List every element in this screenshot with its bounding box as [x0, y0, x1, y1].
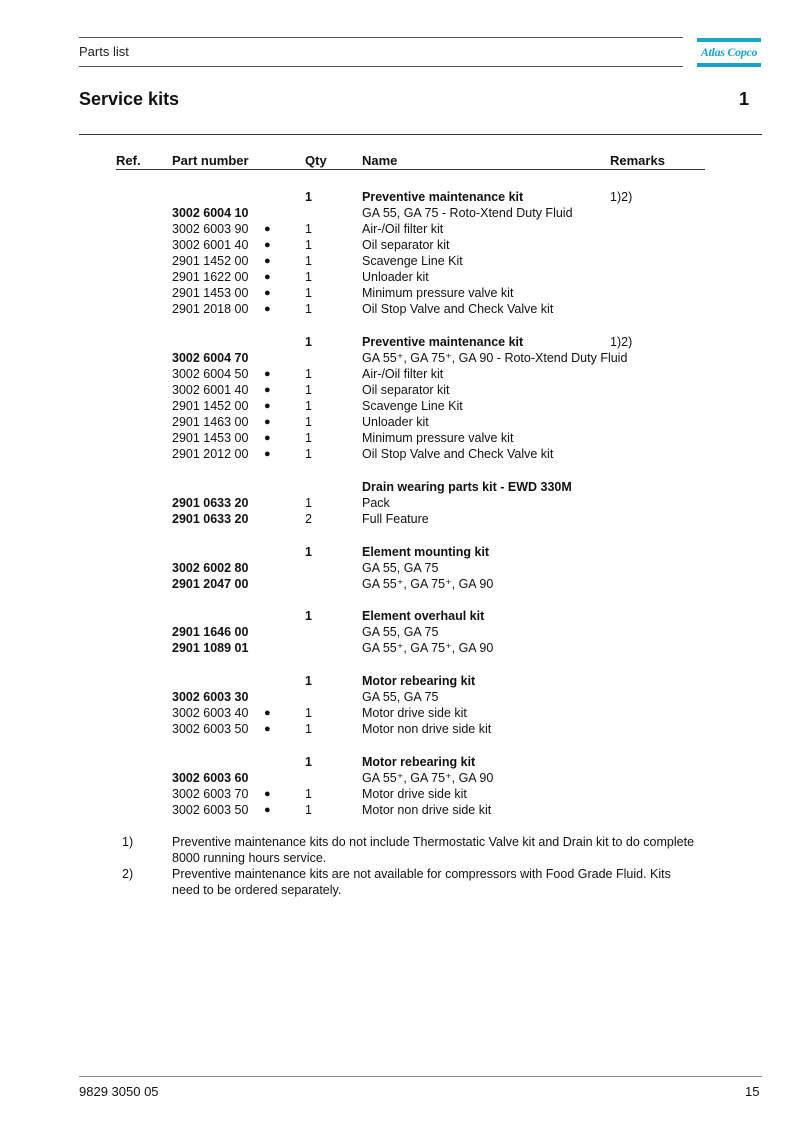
kit-content-bullet: ● [264, 723, 271, 735]
name-cell: Full Feature [362, 512, 429, 526]
kit-content-bullet: ● [264, 368, 271, 380]
kit-content-bullet: ● [264, 788, 271, 800]
table-row [0, 479, 800, 495]
name-cell: Motor non drive side kit [362, 803, 492, 817]
column-header-rule [116, 169, 705, 170]
header-bottom-rule [79, 66, 683, 67]
footnote-number: 2) [122, 867, 134, 881]
name-cell: Air-/Oil filter kit [362, 222, 444, 236]
quantity-cell: 1 [305, 367, 312, 381]
name-cell: Motor non drive side kit [362, 722, 492, 736]
remarks-cell: 1)2) [610, 335, 633, 349]
header-section-label: Parts list [79, 44, 129, 59]
kit-content-bullet: ● [264, 271, 271, 283]
part-number-cell: 3002 6003 70 [172, 787, 249, 801]
table-row [0, 705, 800, 721]
table-row [0, 414, 800, 430]
quantity-cell: 1 [305, 431, 312, 445]
part-number-cell: 3002 6002 80 [172, 561, 249, 575]
part-number-cell: 3002 6004 10 [172, 206, 249, 220]
kit-content-bullet: ● [264, 448, 271, 460]
title-rule [79, 134, 762, 135]
kit-content-bullet: ● [264, 239, 271, 251]
part-number-cell: 3002 6003 50 [172, 803, 249, 817]
table-row [0, 786, 800, 802]
name-cell: GA 55⁺, GA 75⁺, GA 90 [362, 641, 494, 655]
table-row [0, 382, 800, 398]
name-cell: Preventive maintenance kit [362, 335, 524, 349]
table-row [0, 334, 800, 350]
name-cell: Motor drive side kit [362, 706, 467, 720]
page-number: 15 [745, 1084, 760, 1099]
table-row [0, 366, 800, 382]
quantity-cell: 1 [305, 755, 312, 769]
kit-content-bullet: ● [264, 255, 271, 267]
quantity-cell: 1 [305, 399, 312, 413]
part-number-cell: 2901 1453 00 [172, 431, 249, 445]
table-row [0, 544, 800, 560]
name-cell: Scavenge Line Kit [362, 399, 463, 413]
quantity-cell: 1 [305, 496, 312, 510]
name-cell: GA 55, GA 75 [362, 690, 439, 704]
name-cell: Minimum pressure valve kit [362, 286, 514, 300]
quantity-cell: 1 [305, 238, 312, 252]
table-row [0, 640, 800, 656]
table-row [0, 430, 800, 446]
document-number: 9829 3050 05 [79, 1084, 159, 1099]
quantity-cell: 1 [305, 447, 312, 461]
table-row [0, 398, 800, 414]
part-number-cell: 3002 6003 90 [172, 222, 249, 236]
table-row [0, 269, 800, 285]
name-cell: Unloader kit [362, 415, 429, 429]
part-number-cell: 2901 1646 00 [172, 625, 249, 639]
part-number-cell: 3002 6003 40 [172, 706, 249, 720]
part-number-cell: 2901 1463 00 [172, 415, 249, 429]
part-number-cell: 3002 6001 40 [172, 238, 249, 252]
column-header-name: Name [362, 153, 398, 168]
name-cell: GA 55, GA 75 [362, 561, 439, 575]
kit-content-bullet: ● [264, 223, 271, 235]
kit-content-bullet: ● [264, 416, 271, 428]
part-number-cell: 3002 6003 60 [172, 771, 249, 785]
name-cell: GA 55⁺, GA 75⁺, GA 90 - Roto-Xtend Duty Fluid [362, 351, 628, 365]
kit-content-bullet: ● [264, 804, 271, 816]
part-number-cell: 3002 6003 30 [172, 690, 249, 704]
table-row [0, 560, 800, 576]
quantity-cell: 1 [305, 706, 312, 720]
table-row [0, 446, 800, 462]
part-number-cell: 3002 6003 50 [172, 722, 249, 736]
quantity-cell: 1 [305, 335, 312, 349]
quantity-cell: 1 [305, 787, 312, 801]
quantity-cell: 1 [305, 270, 312, 284]
part-number-cell: 3002 6004 50 [172, 367, 249, 381]
name-cell: Oil Stop Valve and Check Valve kit [362, 447, 554, 461]
kit-content-bullet: ● [264, 384, 271, 396]
name-cell: Unloader kit [362, 270, 429, 284]
footnote-text: Preventive maintenance kits do not include Thermostatic Valve kit and Drain kit to do complete 8000 running hours service. [172, 835, 695, 865]
name-cell: Oil separator kit [362, 383, 450, 397]
name-cell: GA 55, GA 75 - Roto-Xtend Duty Fluid [362, 206, 573, 220]
part-number-cell: 2901 0633 20 [172, 512, 249, 526]
name-cell: Scavenge Line Kit [362, 254, 463, 268]
kit-content-bullet: ● [264, 432, 271, 444]
name-cell: Preventive maintenance kit [362, 190, 524, 204]
atlas-copco-logo [697, 38, 761, 67]
name-cell: Minimum pressure valve kit [362, 431, 514, 445]
table-row [0, 608, 800, 624]
quantity-cell: 1 [305, 190, 312, 204]
table-row [0, 221, 800, 237]
name-cell: GA 55⁺, GA 75⁺, GA 90 [362, 577, 494, 591]
table-row [0, 301, 800, 317]
quantity-cell: 1 [305, 415, 312, 429]
section-number: 1 [739, 89, 750, 109]
quantity-cell: 1 [305, 302, 312, 316]
table-row [0, 495, 800, 511]
quantity-cell: 1 [305, 222, 312, 236]
name-cell: GA 55, GA 75 [362, 625, 439, 639]
quantity-cell: 1 [305, 609, 312, 623]
name-cell: Element overhaul kit [362, 609, 485, 623]
table-row [0, 721, 800, 737]
name-cell: GA 55⁺, GA 75⁺, GA 90 [362, 771, 494, 785]
part-number-cell: 2901 2018 00 [172, 302, 249, 316]
name-cell: Oil separator kit [362, 238, 450, 252]
part-number-cell: 2901 1089 01 [172, 641, 249, 655]
table-row [0, 205, 800, 221]
part-number-cell: 2901 0633 20 [172, 496, 249, 510]
name-cell: Motor rebearing kit [362, 674, 476, 688]
name-cell: Motor drive side kit [362, 787, 467, 801]
name-cell: Motor rebearing kit [362, 755, 476, 769]
part-number-cell: 2901 1452 00 [172, 399, 249, 413]
table-row [0, 350, 800, 366]
part-number-cell: 2901 2047 00 [172, 577, 249, 591]
kit-content-bullet: ● [264, 303, 271, 315]
part-number-cell: 2901 1622 00 [172, 270, 249, 284]
name-cell: Drain wearing parts kit - EWD 330M [362, 480, 572, 494]
quantity-cell: 1 [305, 803, 312, 817]
part-number-cell: 2901 2012 00 [172, 447, 249, 461]
table-row [0, 511, 800, 527]
kit-content-bullet: ● [264, 287, 271, 299]
column-header-ref: Ref. [116, 153, 141, 168]
kit-content-bullet: ● [264, 707, 271, 719]
part-number-cell: 3002 6001 40 [172, 383, 249, 397]
table-row [0, 802, 800, 818]
column-header-qty: Qty [305, 153, 327, 168]
part-number-cell: 2901 1453 00 [172, 286, 249, 300]
footnote-number: 1) [122, 835, 134, 849]
table-row [0, 237, 800, 253]
name-cell: Air-/Oil filter kit [362, 367, 444, 381]
quantity-cell: 2 [305, 512, 312, 526]
quantity-cell: 1 [305, 545, 312, 559]
quantity-cell: 1 [305, 383, 312, 397]
quantity-cell: 1 [305, 286, 312, 300]
kit-content-bullet: ● [264, 400, 271, 412]
table-row [0, 754, 800, 770]
quantity-cell: 1 [305, 674, 312, 688]
column-header-part-number: Part number [172, 153, 249, 168]
table-row [0, 770, 800, 786]
column-header-remarks: Remarks [610, 153, 665, 168]
quantity-cell: 1 [305, 254, 312, 268]
table-row [0, 576, 800, 592]
page-title: Service kits [79, 89, 180, 109]
table-row [0, 624, 800, 640]
remarks-cell: 1)2) [610, 190, 633, 204]
footer-rule [79, 1076, 762, 1077]
name-cell: Element mounting kit [362, 545, 490, 559]
part-number-cell: 3002 6004 70 [172, 351, 249, 365]
table-row [0, 285, 800, 301]
header-top-rule [79, 37, 683, 38]
table-row [0, 253, 800, 269]
table-row [0, 673, 800, 689]
part-number-cell: 2901 1452 00 [172, 254, 249, 268]
logo-wordmark: Atlas Copco [700, 45, 758, 59]
table-row [0, 689, 800, 705]
name-cell: Oil Stop Valve and Check Valve kit [362, 302, 554, 316]
table-row [0, 189, 800, 205]
footnote-text: Preventive maintenance kits are not available for compressors with Food Grade Fluid. Kits need to be ordered separately. [172, 867, 671, 897]
quantity-cell: 1 [305, 722, 312, 736]
name-cell: Pack [362, 496, 390, 510]
